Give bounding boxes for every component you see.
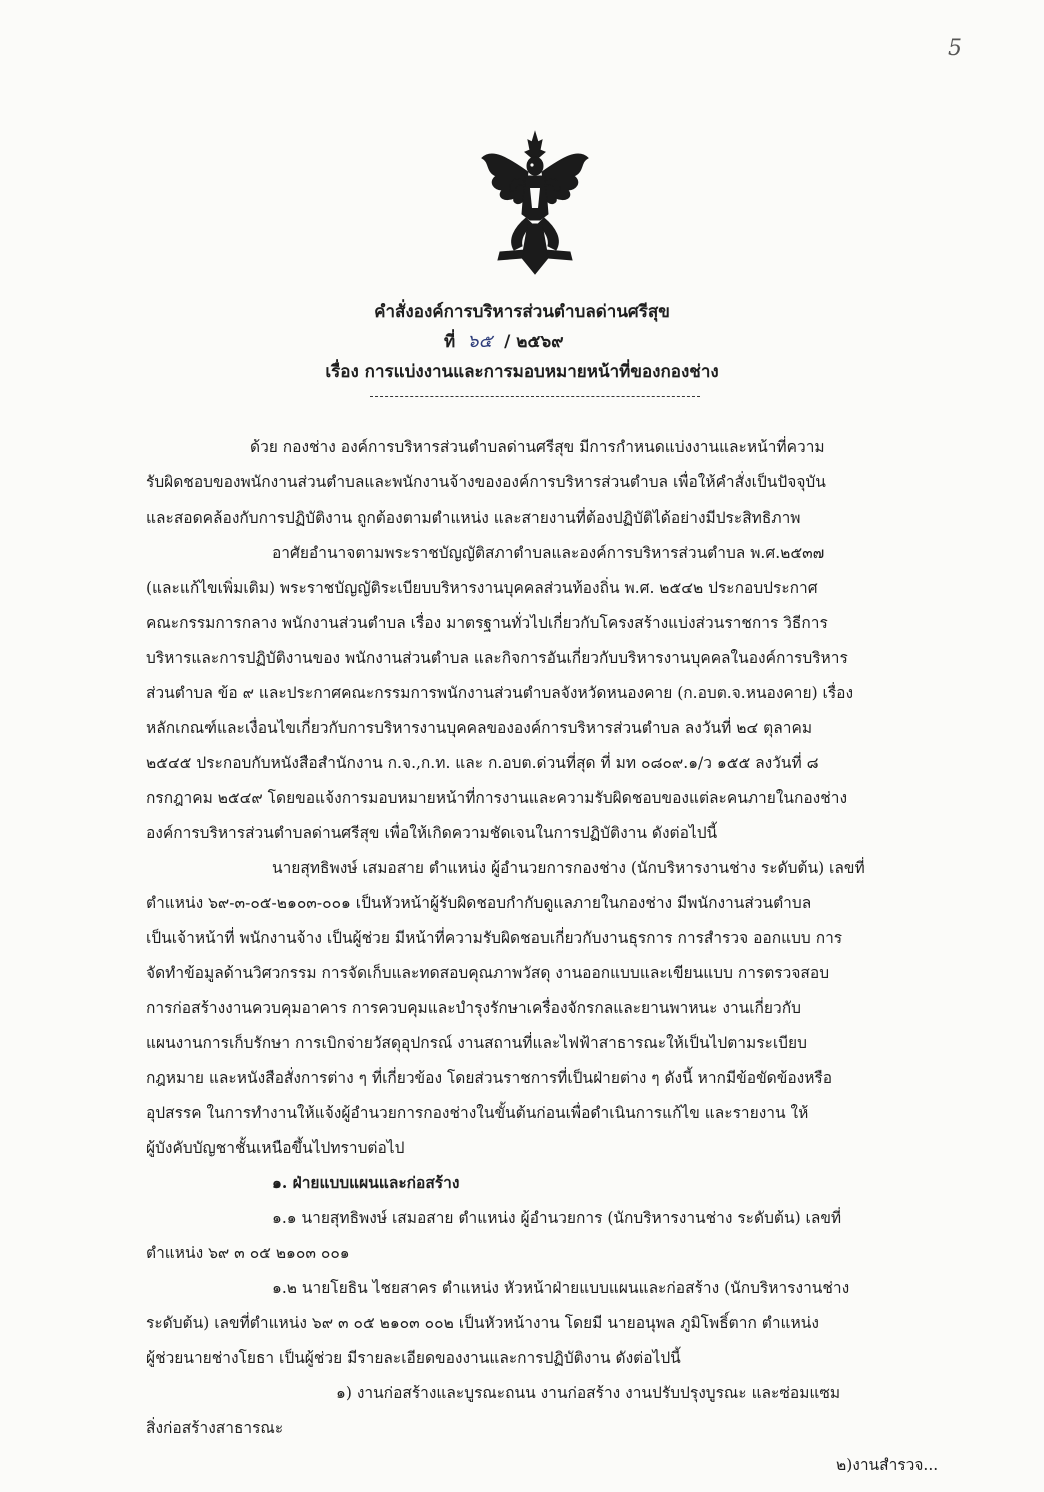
body-line: ๒๕๔๕ ประกอบกับหนังสือสำนักงาน ก.จ.,ก.ท. และ ก.อบต.ด่วนที่สุด ที่ มท ๐๘๐๙.๑/ว ๑๕๕ ลงวันที่ ๘ bbox=[146, 754, 819, 772]
body-line: กฎหมาย และหนังสือสั่งการต่าง ๆ ที่เกี่ยวข้อง โดยส่วนราชการที่เป็นฝ่ายต่าง ๆ ดังนี้ หากมีข้อขัดข้องหรือ bbox=[146, 1069, 833, 1087]
body-line: ระดับต้น) เลขที่ตำแหน่ง ๖๙ ๓ ๐๕ ๒๑๐๓ ๐๐๒ เป็นหัวหน้างาน โดยมี นายอนุพล ภูมิโพธิ์ตาก ตำแหน่ง bbox=[146, 1314, 819, 1332]
body-line: (และแก้ไขเพิ่มเติม) พระราชบัญญัติระเบียบบริหารงานบุคคลส่วนท้องถิ่น พ.ศ. ๒๕๔๒ ประกอบประกาศ bbox=[146, 579, 818, 597]
body-line: ด้วย กองช่าง องค์การบริหารส่วนตำบลด่านศรีสุข มีการกำหนดแบ่งงานและหน้าที่ความ bbox=[250, 438, 825, 456]
body-line: รับผิดชอบของพนักงานส่วนตำบลและพนักงานจ้างขององค์การบริหารส่วนตำบล เพื่อให้คำสั่งเป็นปัจจุบัน bbox=[146, 473, 826, 491]
body-line: เป็นเจ้าหน้าที่ พนักงานจ้าง เป็นผู้ช่วย มีหน้าที่ความรับผิดชอบเกี่ยวกับงานธุรการ การสำรวจ ออกแบบ การ bbox=[146, 929, 843, 947]
body-line: จัดทำข้อมูลด้านวิศวกรรม การจัดเก็บและทดสอบคุณภาพวัสดุ งานออกแบบและเขียนแบบ การตรวจสอบ bbox=[146, 964, 830, 982]
order-number-year: / ๒๕๖๙ bbox=[504, 332, 564, 352]
order-number bbox=[444, 326, 564, 355]
body-line: องค์การบริหารส่วนตำบลด่านศรีสุข เพื่อให้เกิดความชัดเจนในการปฏิบัติงาน ดังต่อไปนี้ bbox=[146, 824, 718, 842]
divider bbox=[370, 396, 700, 397]
body-line: นายสุทธิพงษ์ เสมอสาย ตำแหน่ง ผู้อำนวยการกองช่าง (นักบริหารงานช่าง ระดับต้น) เลขที่ bbox=[272, 859, 865, 877]
body-line: อุปสรรค ในการทำงานให้แจ้งผู้อำนวยการกองช่างในขั้นต้นก่อนเพื่อดำเนินการแก้ไข และรายงาน ให้ bbox=[146, 1104, 809, 1122]
garuda-emblem-icon bbox=[478, 128, 592, 280]
body-line: แผนงานการเก็บรักษา การเบิกจ่ายวัสดุอุปกรณ์ งานสถานที่และไฟฟ้าสาธารณะให้เป็นไปตามระเบียบ bbox=[146, 1034, 807, 1052]
order-number-prefix: ที่ bbox=[444, 332, 456, 352]
body-line: ๑) งานก่อสร้างและบูรณะถนน งานก่อสร้าง งานปรับปรุงบูรณะ และซ่อมแซม bbox=[336, 1384, 841, 1402]
body-line: ๑.๑ นายสุทธิพงษ์ เสมอสาย ตำแหน่ง ผู้อำนวยการ (นักบริหารงานช่าง ระดับต้น) เลขที่ bbox=[272, 1209, 842, 1227]
body-line: ตำแหน่ง ๖๙ ๓ ๐๕ ๒๑๐๓ ๐๐๑ bbox=[146, 1244, 350, 1262]
body-line: ผู้ช่วยนายช่างโยธา เป็นผู้ช่วย มีรายละเอียดของงานและการปฏิบัติงาน ดังต่อไปนี้ bbox=[146, 1349, 681, 1367]
page-number: 5 bbox=[948, 36, 962, 61]
body-line: การก่อสร้างงานควบคุมอาคาร การควบคุมและบำรุงรักษาเครื่องจักรกลและยานพาหนะ งานเกี่ยวกับ bbox=[146, 999, 801, 1017]
order-title: คำสั่งองค์การบริหารส่วนตำบลด่านศรีสุข bbox=[374, 302, 670, 322]
body-line: ๑.๒ นายโยธิน ไชยสาคร ตำแหน่ง หัวหน้าฝ่ายแบบแผนและก่อสร้าง (นักบริหารงานช่าง bbox=[272, 1279, 850, 1297]
continuation-marker: ๒)งานสำรวจ... bbox=[836, 1456, 939, 1474]
order-subject: เรื่อง การแบ่งงานและการมอบหมายหน้าที่ของกองช่าง bbox=[325, 362, 719, 382]
body-line: บริหารและการปฏิบัติงานของ พนักงานส่วนตำบล และกิจการอันเกี่ยวกับบริหารงานบุคคลในองค์การบริหาร bbox=[146, 649, 848, 667]
order-number-handwritten: ๖๕ bbox=[467, 331, 493, 352]
body-line: ส่วนตำบล ข้อ ๙ และประกาศคณะกรรมการพนักงานส่วนตำบลจังหวัดหนองคาย (ก.อบต.จ.หนองคาย) เรื่อง bbox=[146, 684, 854, 702]
body-line: ตำแหน่ง ๖๙-๓-๐๕-๒๑๐๓-๐๐๑ เป็นหัวหน้าผู้รับผิดชอบกำกับดูแลภายในกองช่าง มีพนักงานส่วนตำบล bbox=[146, 894, 812, 912]
section-heading: ๑. ฝ่ายแบบแผนและก่อสร้าง bbox=[272, 1173, 460, 1192]
body-line: อาศัยอำนาจตามพระราชบัญญัติสภาตำบลและองค์การบริหารส่วนตำบล พ.ศ.๒๕๓๗ bbox=[272, 544, 825, 562]
body-line: ผู้บังคับบัญชาชั้นเหนือขึ้นไปทราบต่อไป bbox=[146, 1139, 405, 1157]
body-line: กรกฎาคม ๒๕๔๙ โดยขอแจ้งการมอบหมายหน้าที่การงานและความรับผิดชอบของแต่ละคนภายในกองช่าง bbox=[146, 789, 848, 807]
body-line: สิ่งก่อสร้างสาธารณะ bbox=[146, 1419, 284, 1437]
body-line: คณะกรรมการกลาง พนักงานส่วนตำบล เรื่อง มาตรฐานทั่วไปเกี่ยวกับโครงสร้างแบ่งส่วนราชการ วิธีการ bbox=[146, 614, 828, 632]
body-line: หลักเกณฑ์และเงื่อนไขเกี่ยวกับการบริหารงานบุคคลขององค์การบริหารส่วนตำบล ลงวันที่ ๒๔ ตุลาคม bbox=[146, 719, 813, 737]
body-line: และสอดคล้องกับการปฏิบัติงาน ถูกต้องตามตำแหน่ง และสายงานที่ต้องปฏิบัติได้อย่างมีประสิทธิภาพ bbox=[146, 509, 801, 527]
